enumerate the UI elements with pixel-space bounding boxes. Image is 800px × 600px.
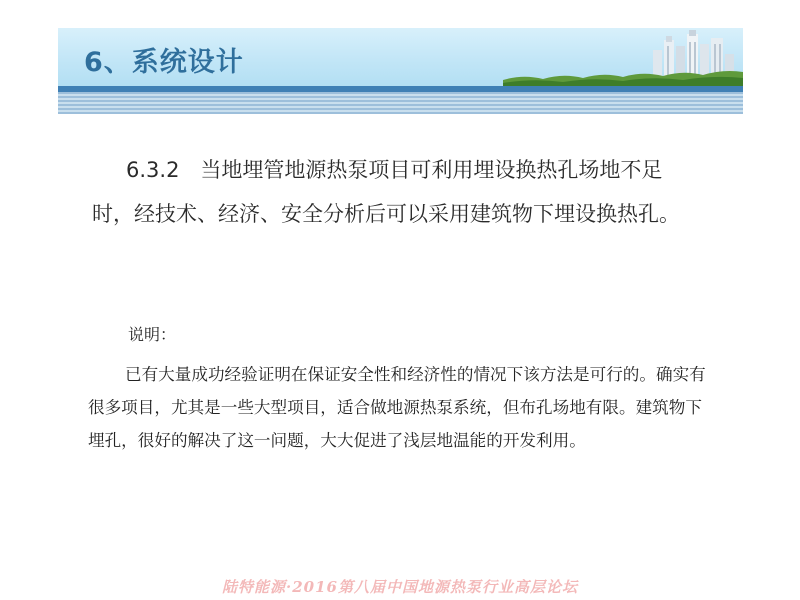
slide-title: 6、系统设计	[84, 47, 244, 78]
note-text: 已有大量成功经验证明在保证安全性和经济性的情况下该方法是可行的。确实有很多项目，尤其是一些大型项目，适合做地源热泵系统，但布孔场地有限。建筑物下埋孔，很好的解决了这一问题，大大促进了浅层地温能的开发利用。	[88, 365, 706, 450]
clause-text: 6.3.2 当地埋管地源热泵项目可利用埋设换热孔场地不足时，经技术、经济、安全分析后可以采用建筑物下埋设换热孔。	[92, 158, 680, 226]
note-label: 说明：	[128, 325, 177, 344]
header-lined-band	[58, 92, 743, 114]
slide-header	[58, 28, 743, 114]
footer-caption: 陆特能源·2016第八届中国地源热泵行业高层论坛	[222, 578, 578, 596]
city-skyline-illustration	[503, 28, 743, 86]
header-banner	[58, 28, 743, 86]
